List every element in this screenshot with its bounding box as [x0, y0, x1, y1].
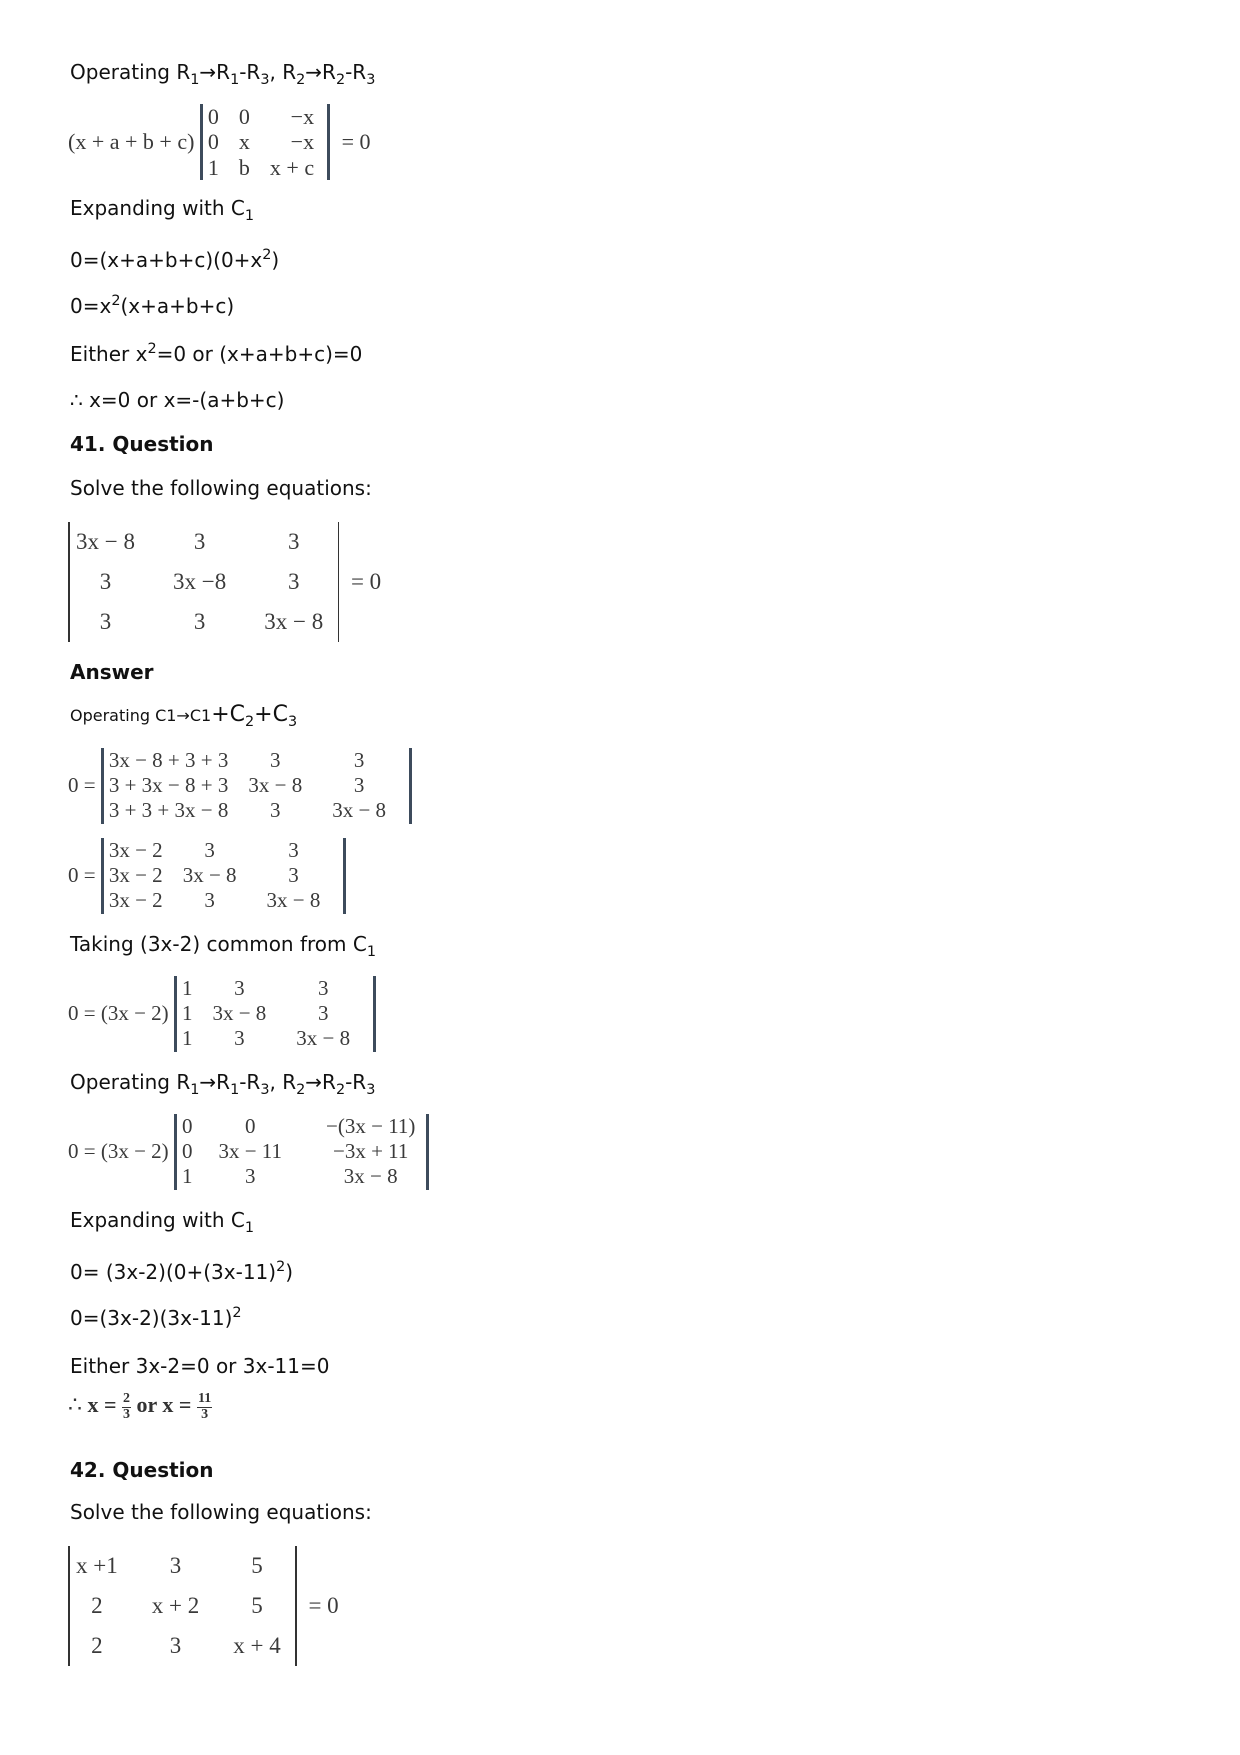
equation: $0= (3x-2)(0+(3x-11)^2)$ [70, 1259, 294, 1284]
expanding-step: Expanding with $C_1$ [70, 1208, 254, 1237]
determinant-equation: 0 = (3x − 2) 0 0 −(3x − 11) 0 3x − 11 −3x + 11 1 3 3x − 8 [68, 1114, 429, 1190]
determinant: 3x − 8 + 3 + 3 3 3 3 + 3x − 8 + 3 3x − 8 3 3 + 3 + 3x − 8 3 3x − 8 [101, 748, 412, 824]
determinant-prefix: (x + a + b + c) [68, 128, 195, 154]
operation-step: Operating $R_1\to R_1-R_3$, $R_2\to R_2-R_3$ [70, 60, 376, 89]
question-heading: 42. Question [70, 1458, 214, 1482]
determinant: x +1 3 5 2 x + 2 5 2 3 x + 4 [68, 1546, 297, 1666]
determinant: 3x − 2 3 3 3x − 2 3x − 8 3 3x − 2 3 3x − 8 [101, 838, 347, 914]
determinant-equation: (x + a + b + c) 0 0 −x 0 x −x 1 b x + c = 0 [68, 104, 371, 180]
determinant: 1 3 3 1 3x − 8 3 1 3 3x − 8 [174, 976, 376, 1052]
question-prompt: Solve the following equations: [70, 1500, 372, 1524]
equation: $0=(x+a+b+c)(0+x^2)$ [70, 247, 280, 272]
question-heading: 41. Question [70, 432, 214, 456]
taking-common-step: Taking (3x-2) common from $C_1$ [70, 932, 376, 961]
question-prompt: Solve the following equations: [70, 476, 372, 500]
determinant-equation: 0 = 3x − 2 3 3 3x − 2 3x − 8 3 3x − 2 3 3x − 8 [68, 838, 346, 914]
determinant: 0 0 −(3x − 11) 0 3x − 11 −3x + 11 1 3 3x − 8 [174, 1114, 429, 1190]
determinant: 0 0 −x 0 x −x 1 b x + c [200, 104, 330, 180]
final-answer: ∴ x = $\frac{2}{3}$ or x = $\frac{11}{3}$ [68, 1391, 212, 1422]
question-determinant: 3x − 8 3 3 3 3x −8 3 3 3 3x − 8 = 0 [68, 522, 381, 642]
equation: $0=x^2(x+a+b+c)$ [70, 293, 235, 318]
determinant-equation: 0 = 3x − 8 + 3 + 3 3 3 3 + 3x − 8 + 3 3x − 8 3 3 + 3 + 3x − 8 3 3x − 8 [68, 748, 412, 824]
answer-label: Answer [70, 660, 154, 684]
determinant-equation: 0 = (3x − 2) 1 3 3 1 3x − 8 3 1 3 3x − 8 [68, 976, 376, 1052]
equation: $0=(3x-2)(3x-11)^2$ [70, 1305, 242, 1330]
operation-step: Operating $C1\to C1+C_2+C_3$ [70, 702, 298, 731]
determinant: 3x − 8 3 3 3 3x −8 3 3 3 3x − 8 [68, 522, 339, 642]
equation: Either 3x-2=0 or 3x-11=0 [70, 1354, 330, 1378]
conclusion: ∴ x=0 or x=-(a+b+c) [70, 388, 285, 412]
operation-step: Operating $R_1\to R_1-R_3$, $R_2\to R_2-R_3$ [70, 1070, 376, 1099]
expanding-step: Expanding with $C_1$ [70, 196, 254, 225]
equation: Either $x^2=0$ or (x+a+b+c)=0 [70, 341, 363, 366]
question-determinant: x +1 3 5 2 x + 2 5 2 3 x + 4 = 0 [68, 1546, 339, 1666]
